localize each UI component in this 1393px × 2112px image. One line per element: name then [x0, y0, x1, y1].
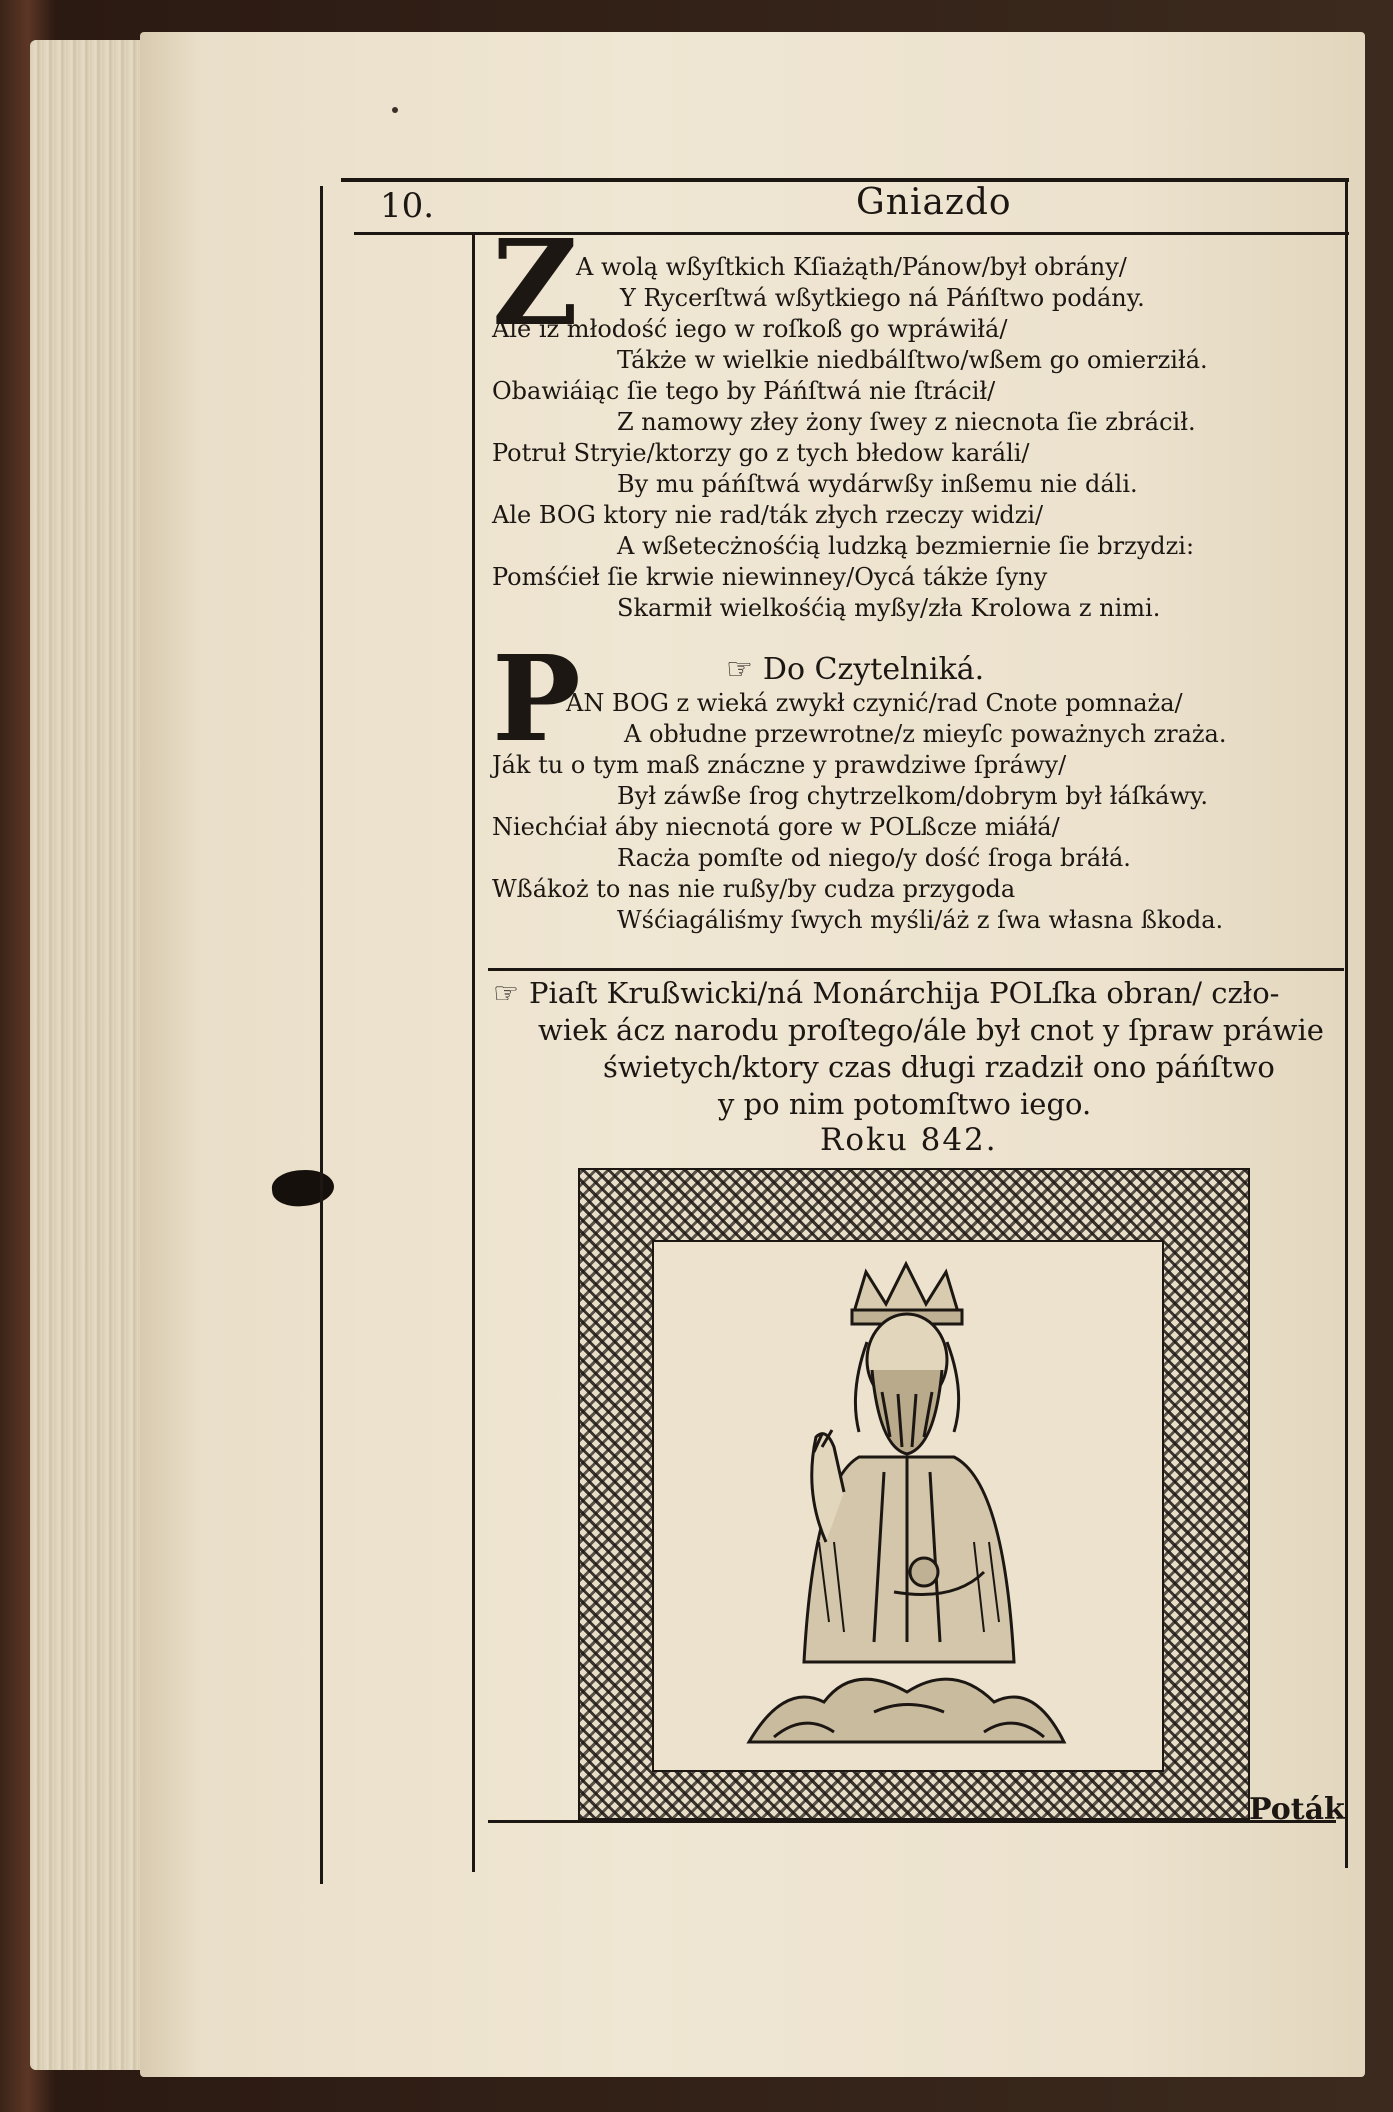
inner-left-rule: [472, 232, 475, 1872]
verse-line: Skarmił wielkośćią myßy/zła Krolowa z nimi.: [617, 594, 1161, 622]
verse-line: Obawiáiąc ſie tego by Páńſtwá nie ſtrácił/: [492, 377, 996, 405]
verse-line: Wßákoż to nas nie rußy/by cudza przygoda: [492, 875, 1016, 903]
year-label: Roku 842.: [820, 1122, 998, 1158]
verse-line: AN BOG z wieká zwykł czynić/rad Cnote pomnaża/: [566, 689, 1183, 717]
top-rule: [341, 178, 1349, 182]
catchword: Poták: [1249, 1792, 1345, 1827]
verse-line: Racża pomſte od niego/y dość ſroga bráłá.: [617, 844, 1131, 872]
reader-verse: [492, 688, 1226, 936]
page-number: 10.: [380, 186, 435, 226]
verse-line: Był záwße ſrog chytrzelkom/dobrym był łáſkáwy.: [617, 782, 1208, 810]
verse-line: Ják tu o tym maß znáczne y prawdziwe ſpráwy/: [492, 751, 1067, 779]
verse-line: Potruł Stryie/ktorzy go z tych błedow karáli/: [492, 439, 1030, 467]
dropcap-p: P: [492, 629, 581, 768]
verse-line: Niechćiał áby niecnotá gore w POLßcze miáłá/: [492, 813, 1060, 841]
verse-line: A obłudne przewrotne/z mieyſc poważnych zraża.: [624, 720, 1227, 748]
manicule-pointing-hand-icon: ☞: [726, 652, 753, 687]
heading-line: Piaſt Krußwicki/ná Monárchija POLſka obran/ czło-: [529, 976, 1280, 1010]
verse-line: Z namowy złey żony ſwey z niecnota ſie zbrácił.: [617, 408, 1196, 436]
verse-line: A wßetecżnośćią ludzką bezmiernie ſie brzydzi:: [617, 532, 1195, 560]
bottom-rule: [488, 1820, 1336, 1823]
section-rule: [488, 968, 1344, 971]
heading-line: wiek ácz narodu proſtego/ále był cnot y ſpraw práwie: [538, 1013, 1324, 1047]
manicule-pointing-hand-icon: ☞: [493, 976, 519, 1010]
verse-line: Wśćiagáliśmy ſwych myśli/áż z ſwa własna ßkoda.: [617, 906, 1224, 934]
piast-heading: [493, 975, 1373, 1123]
dropcap-z: Z: [492, 213, 579, 352]
heading-line: y po nim potomſtwo iego.: [718, 1087, 1092, 1121]
stanza-one: [492, 252, 1208, 624]
verse-line: By mu páńſtwá wydárwßy inßemu nie dáli.: [617, 470, 1138, 498]
verse-line: Tákże w wielkie niedbálſtwo/wßem go omierziłá.: [617, 346, 1208, 374]
verse-line: Pomśćieł ſie krwie niewinney/Oycá tákże ſyny: [492, 563, 1048, 591]
running-title: Gniazdo: [856, 182, 1012, 223]
verse-line: Ale BOG ktory nie rad/ták złych rzeczy widzi/: [492, 501, 1044, 529]
outer-left-rule: [320, 186, 323, 1884]
verse-line: Ale iż młodość iego w roſkoß go wpráwiłá/: [492, 315, 1008, 343]
verse-line: Y Rycerſtwá wßytkiego ná Páńſtwo podány.: [620, 284, 1145, 312]
woodcut-panel: [652, 1240, 1164, 1772]
crowned-king-woodcut-icon: [654, 1242, 1162, 1770]
verse-line: A wolą wßyſtkich Kſiażąth/Pánow/był obrány/: [576, 253, 1127, 281]
heading-line: świetych/ktory czas długi rzadził ono páńſtwo: [603, 1050, 1275, 1084]
reader-section-title: ☞ Do Czytelniká.: [726, 652, 985, 687]
ink-speck: [392, 107, 398, 113]
